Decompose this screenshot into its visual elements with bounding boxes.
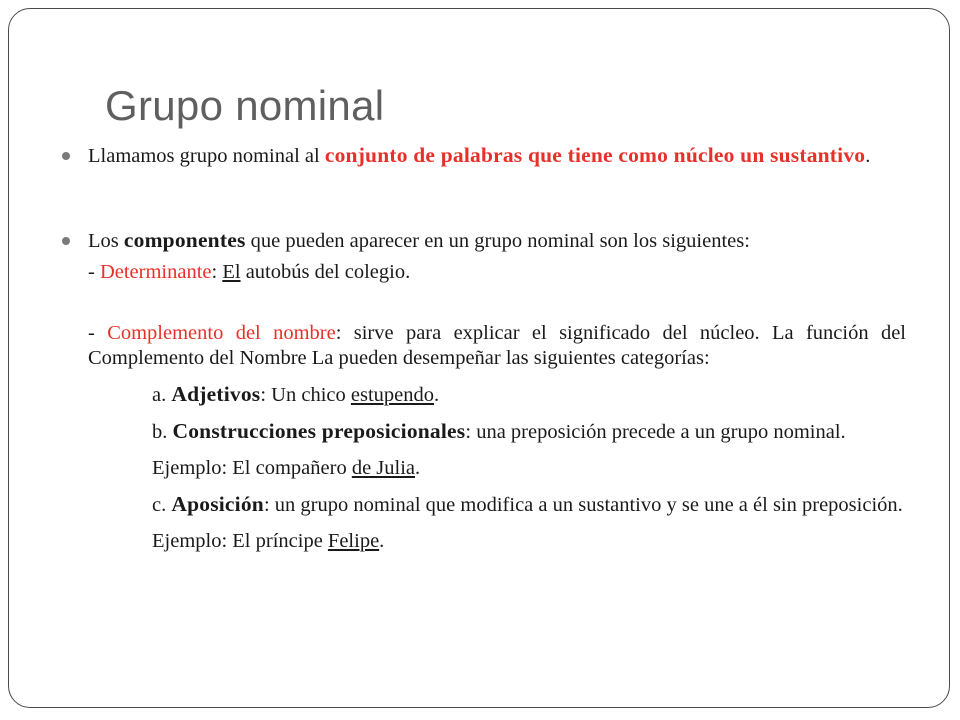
complemento-label: Complemento del nombre bbox=[107, 322, 336, 344]
bullet-dot-icon bbox=[62, 237, 70, 245]
determinante-example: El bbox=[222, 261, 241, 283]
slide-title: Grupo nominal bbox=[105, 82, 385, 129]
item-c: c. Aposición: un grupo nominal que modifica a un sustantivo y se une a él sin preposición. bbox=[152, 492, 903, 516]
definition-highlight: conjunto de palabras que tiene como núcleo un sustantivo bbox=[324, 143, 866, 167]
example-2: Ejemplo: El príncipe Felipe. bbox=[152, 530, 385, 552]
item-b: b. Construcciones preposicionales: una preposición precede a un grupo nominal. bbox=[152, 419, 846, 443]
bullet-components bbox=[88, 228, 906, 254]
bullet-definition bbox=[88, 143, 906, 169]
definition-text: Llamamos grupo nominal al conjunto de palabras que tiene como núcleo un sustantivo. bbox=[88, 143, 871, 167]
bullet-dot-icon bbox=[62, 152, 70, 160]
determinante-line: - Determinante: El autobús del colegio. bbox=[88, 261, 411, 283]
item-a: a. Adjetivos: Un chico estupendo. bbox=[152, 382, 440, 406]
slide-content bbox=[88, 143, 906, 554]
complemento-line: - Complemento del nombre: sirve para explicar el significado del núcleo. La función del Complemento del Nombre La pueden desempeñar las siguientes categorías: bbox=[88, 322, 906, 369]
components-text: Los componentes que pueden aparecer en un grupo nominal son los siguientes: bbox=[88, 228, 750, 252]
components-keyword: componentes bbox=[123, 228, 246, 252]
determinante-label: Determinante bbox=[99, 261, 212, 283]
example-1-underlined: de Julia bbox=[351, 457, 416, 479]
adjetivos-keyword: Adjetivos bbox=[171, 382, 261, 406]
aposicion-keyword: Aposición bbox=[171, 492, 264, 516]
construcciones-keyword: Construcciones preposicionales bbox=[172, 419, 466, 443]
adjetivos-example: estupendo bbox=[350, 384, 435, 406]
example-1: Ejemplo: El compañero de Julia. bbox=[152, 457, 421, 479]
example-2-underlined: Felipe bbox=[327, 530, 380, 552]
